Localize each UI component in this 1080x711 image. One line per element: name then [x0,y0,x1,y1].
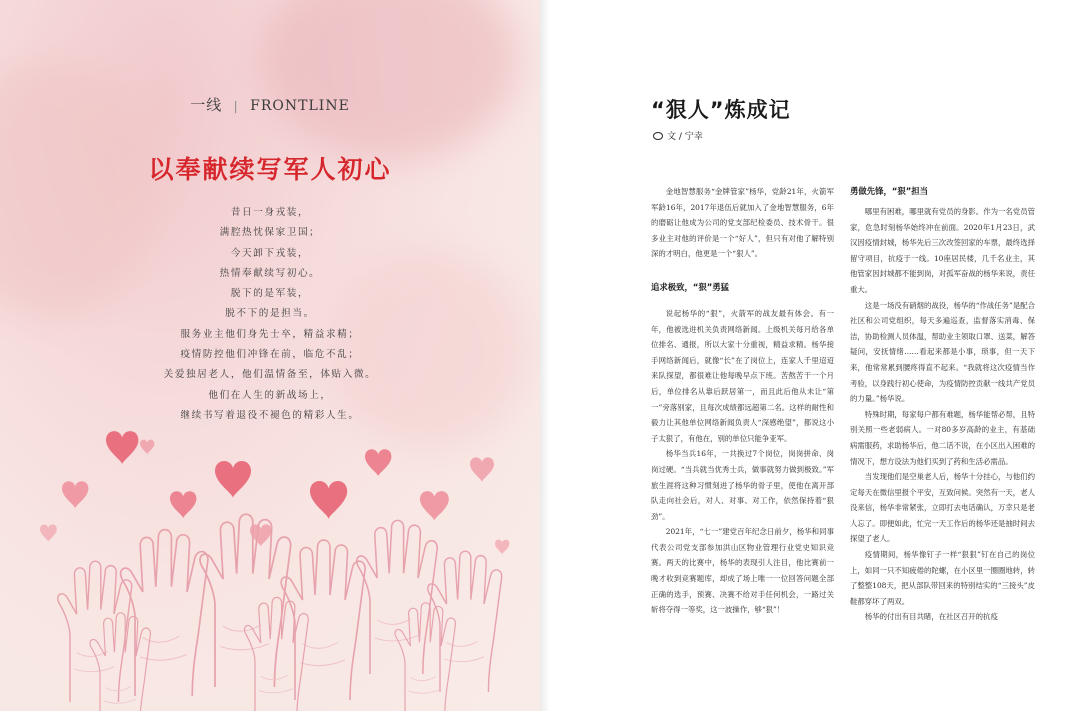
byline-ring-icon [653,132,663,140]
subheading: 追求极致，“狠”勇猛 [651,281,730,292]
byline-text: 文 / 宁幸 [667,132,703,142]
article-column-2 [850,184,1035,625]
poem-line: 服务业主他们身先士卒，精益求精； [180,328,360,340]
paragraph: 金地智慧服务“金牌管家”杨华，党龄21年，火箭军军龄16年，2017年退伍后就加入了金地智慧服务，6年的磨砺让他成为公司的党支部纪检委员、技术骨干。很多业主对他的评价是一个“好人”，但只有对他了解特别深的才明白，他更是一个“狠人”。 [651,187,834,259]
section-separator: | [233,99,239,113]
raised-hands [58,514,502,711]
poem-line: 脱下的是军装， [230,288,310,300]
watercolor-wash [260,0,520,160]
right-page [540,0,1080,711]
hearts [40,431,509,554]
paragraph: 当发现他们是空巢老人后，杨华十分挂心，与他们约定每天在微信里报个平安，互致问候。突然有一天，老人没来信，杨华非常紧张，立即打去电话确认，万幸只是老人忘了。即便如此，忙完一天工作后的杨华还是抽时间去探望了老人。 [850,472,1035,544]
article-title: “狠人”炼成记 [651,98,791,122]
poem-line: 关爱独居老人，他们温情备至，体贴入微。 [163,369,377,381]
poem-line: 今天卸下戎装， [230,247,310,259]
hands-hearts-illustration [40,430,520,711]
subheading: 勇做先锋，“狠”担当 [850,186,929,196]
section-label-cn: 一线 [190,96,223,114]
poem-line: 他们在人生的新战场上， [208,389,332,401]
page-gutter-shadow [540,0,550,711]
poem [0,203,540,426]
paragraph: 2021年，“七一”建党百年纪念日前夕，杨华和同事代表公司党支部参加洪山区物业管理行业党史知识竞赛。两天的比赛中，杨华的表现引人注目，他比赛前一晚才收到竞赛题库，却成了场上唯一一位回答问题全部正确的选手，预赛、决赛不给对手任何机会，一路过关斩将夺得一等奖，这一波操作，够“狠”！ [651,527,834,615]
section-label-en: FRONTLINE [250,98,350,114]
paragraph: 特殊时期，每家每户都有难题，杨华能帮必帮，且特别关照一些老弱病人。一对80多岁高龄的业主，有基础病需服药，求助杨华后，他二话不说，在小区出入困难的情况下，想方设法为他们买到了药和生活必需品。 [850,409,1035,466]
poem-line: 脱不下的是担当。 [225,308,315,320]
poem-line: 疫情防控他们冲锋在前，临危不乱； [180,349,360,361]
poem-line: 满腔热忱保家卫国； [219,227,321,239]
poem-line: 继续书写着退役不褪色的精彩人生。 [180,409,360,421]
poem-line: 昔日一身戎装， [230,207,310,218]
paragraph: 疫情期间，杨华像钉子一样“狠狠”钉在自己的岗位上，如同一只不知疲倦的陀螺，在小区里一圈圈地转，转了整整108天，把从部队带回来的特别结实的“三接头”皮鞋都穿坏了两双。 [850,550,1035,606]
paragraph: 说起杨华的“狠”，火箭军的战友最有体会。有一年，他被选进机关负责网络新闻。上级机关每月给各单位排名、通报，所以大家十分重视，精益求精。杨华接手网络新闻后，就像“长”在了岗位上，连家人千里迢迢来队探望，都很难让他每晚早点下班。苦熬苦干一个月后，单位排名从靠后跃居第一，而且此后他从未让“第一”旁落别家，且每次成绩都远超第二名。这样的耐性和毅力让其他单位网络新闻负责人“深感绝望”，都说这小子太狠了，有他在，别的单位只能争亚军。 [651,308,834,443]
poem-line: 热情奉献续写初心。 [219,267,321,279]
poem-title: 以奉献续写军人初心 [148,155,392,184]
section-label [0,94,540,115]
paragraph: 哪里有困难，哪里就有党员的身影。作为一名党员管家，危急时刻杨华始终冲在前面。2020年1月23日，武汉因疫情封城，杨华先后三次改签回家的车票，最终选择留守项目，抗疫于一线。10座居民楼，几千名业主，其他管家因封城都不能到岗，对孤军奋战的杨华来说，责任重大。 [850,207,1035,294]
article-column-1 [651,184,834,618]
paragraph: 这是一场没有硝烟的战役，杨华的“作战任务”是配合社区和公司党组织，每天多遍巡查，监督落实消毒、保洁，协助检测人员体温，帮助业主领取口罩、送菜，解答疑问，安抚情绪……看起来都是小事，琐事，但一天下来，他常常累到腰疼得直不起来。“我就将这次疫情当作考验，以身践行初心使命，为疫情防控贡献一线共产党员的力量。”杨华说。 [850,300,1035,404]
byline [653,129,703,142]
paragraph: 杨华当兵16年，一共换过7个岗位，岗岗拼命、岗岗过硬。“当兵就当优秀士兵，做事就努力做到极致。”军旅生涯将这种习惯刻进了杨华的骨子里，使他在离开部队走向社会后，对人、对事、对工作，依然保持着“狠劲”。 [651,449,834,521]
paragraph: 杨华的付出有目共睹，在社区召开的抗疫 [864,612,998,622]
